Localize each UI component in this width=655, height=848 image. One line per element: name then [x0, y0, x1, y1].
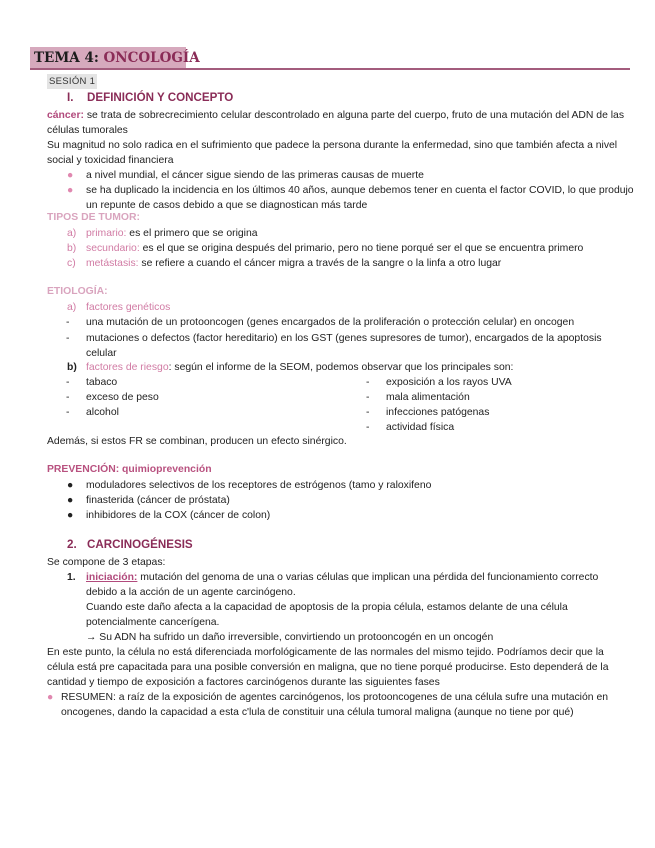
- etio-b-line: [86, 360, 513, 375]
- section1-number: I.: [67, 91, 74, 104]
- magnitud-line1: Su magnitud no solo radica en el sufrimiento que padece la persona durante la enfermedad, sino que también afecta a nivel: [47, 140, 618, 151]
- bullet-icon: ●: [67, 170, 74, 181]
- etiologia-heading: ETIOLOGÍA:: [47, 286, 108, 297]
- dash-icon: -: [366, 392, 370, 403]
- resumen-line1: RESUMEN: a raíz de la exposición de agentes carcinógenos, los protooncogenes de una célula sufre una mutación en: [61, 692, 608, 703]
- etio-a-item-cont: celular: [86, 348, 117, 359]
- bullet-icon: ●: [67, 510, 74, 521]
- tipo-desc: es el primero que se origina: [126, 228, 258, 239]
- dash-icon: -: [66, 317, 70, 328]
- riesgo-item: exceso de peso: [86, 392, 159, 403]
- dash-icon: -: [366, 407, 370, 418]
- dash-icon: -: [366, 422, 370, 433]
- bullet-icon: ●: [67, 185, 74, 196]
- bullet-item: a nivel mundial, el cáncer sigue siendo de las primeras causas de muerte: [86, 170, 424, 181]
- stage1-line4: potencialmente cancerígena.: [86, 617, 220, 628]
- section1-title: DEFINICIÓN Y CONCEPTO: [87, 91, 234, 104]
- dash-icon: -: [66, 392, 70, 403]
- dash-icon: -: [366, 377, 370, 388]
- riesgo-item: mala alimentación: [386, 392, 470, 403]
- etio-a-marker: a): [67, 302, 77, 313]
- section2-intro: Se compone de 3 etapas:: [47, 557, 166, 568]
- etio-a-item: una mutación de un protooncogen (genes encargados de la proliferación o protección celular) en oncogen: [86, 317, 575, 328]
- magnitud-line2: social y toxicidad financiera: [47, 155, 174, 166]
- tema-underline: [30, 68, 630, 70]
- tipo-term: primario:: [86, 228, 127, 239]
- section2-number: 2.: [67, 538, 77, 551]
- paragraph-line3: cantidad y tiempo de exposición a factores carcinógenos durante las siguientes fases: [47, 677, 440, 688]
- etio-a-term: factores genéticos: [86, 302, 171, 313]
- prevencion-heading: PREVENCIÓN: quimioprevención: [47, 464, 212, 475]
- resumen-line2: oncogenes, dando la capacidad a esta c'lula de constituir una célula tumoral maligna (aunque no tiene por qué): [61, 707, 574, 718]
- tipo-item-metastasis: [86, 256, 501, 271]
- riesgo-item: actividad física: [386, 422, 455, 433]
- tema-name: ONCOLOGÍA: [103, 50, 200, 66]
- dash-icon: -: [66, 407, 70, 418]
- tipo-desc: es el que se origina después del primario, pero no tiene porqué ser el que se encuentra primero: [139, 243, 584, 254]
- stage1-text: mutación del genoma de una o varias células que implican una pérdida del funcionamiento correcto: [137, 572, 599, 583]
- prevencion-item: inhibidores de la COX (cáncer de colon): [86, 510, 271, 521]
- tipo-marker: c): [67, 258, 76, 269]
- tipo-desc: se refiere a cuando el cáncer migra a través de la sangre o la linfa a otro lugar: [138, 258, 502, 269]
- etio-b-marker: b): [67, 362, 77, 373]
- tipo-term: secundario:: [86, 243, 140, 254]
- bullet-item-cont: un repunte de casos debido a que se diagnostican más tarde: [86, 200, 368, 211]
- riesgo-item: alcohol: [86, 407, 119, 418]
- cancer-definition-text: se trata de sobrecrecimiento celular descontrolado en alguna parte del cuerpo, fruto de una mutación del ADN de las: [83, 110, 625, 121]
- prevencion-item: moduladores selectivos de los receptores de estrógenos (tamo y raloxifeno: [86, 480, 432, 491]
- stage1-line5: → Su ADN ha sufrido un daño irreversible, convirtiendo un protooncogén en un oncogén: [86, 632, 494, 643]
- tipo-marker: b): [67, 243, 77, 254]
- tipo-item-secundario: [86, 241, 583, 256]
- stage1-line2: debido a la acción de un agente carcinógeno.: [86, 587, 296, 598]
- riesgo-item: infecciones patógenas: [386, 407, 490, 418]
- stage1-number: 1.: [67, 572, 76, 583]
- stage1-line1: [86, 570, 598, 585]
- prevencion-item: finasterida (cáncer de próstata): [86, 495, 230, 506]
- dash-icon: -: [66, 333, 70, 344]
- riesgo-item: tabaco: [86, 377, 118, 388]
- tipo-marker: a): [67, 228, 77, 239]
- dash-icon: -: [66, 377, 70, 388]
- tema-title: [34, 49, 200, 67]
- bullet-item: se ha duplicado la incidencia en los últimos 40 años, aunque debemos tener en cuenta el factor COVID, lo que produjo: [86, 185, 634, 196]
- etio-a-item: mutaciones o defectos (factor hereditario) en los GST (genes supresores de tumor), encargados de la apoptosis: [86, 333, 602, 344]
- tema-number: TEMA 4:: [34, 50, 99, 66]
- session-label: SESIÓN 1: [49, 76, 96, 87]
- cancer-term: cáncer:: [47, 110, 84, 121]
- tipos-heading: TIPOS DE TUMOR:: [47, 212, 140, 223]
- bullet-icon: ●: [67, 495, 74, 506]
- sinergico-text: Además, si estos FR se combinan, producen un efecto sinérgico.: [47, 436, 347, 447]
- etio-b-desc: : según el informe de la SEOM, podemos observar que los principales son:: [168, 362, 514, 373]
- paragraph-line1: En este punto, la célula no está diferenciada morfológicamente de las normales del mismo tejido. Podríamos decir que la: [47, 647, 604, 658]
- cancer-definition-line1: [47, 108, 624, 123]
- stage1-term: iniciación:: [86, 572, 138, 583]
- riesgo-item: exposición a los rayos UVA: [386, 377, 512, 388]
- section2-title: CARCINOGÉNESIS: [87, 538, 193, 551]
- bullet-icon: ●: [47, 692, 54, 703]
- bullet-icon: ●: [67, 480, 74, 491]
- etio-b-term: factores de riesgo: [86, 362, 169, 373]
- tipo-term: metástasis:: [86, 258, 139, 269]
- paragraph-line2: célula está pre capacitada para una posible conversión en maligna, que no tiene porqué producirse. Esto dependerá de la: [47, 662, 609, 673]
- tema-header: [30, 47, 630, 69]
- cancer-definition-line2: células tumorales: [47, 125, 128, 136]
- stage1-line3: Cuando este daño afecta a la capacidad de apoptosis de la propia célula, estamos delante de una célula: [86, 602, 568, 613]
- tipo-item-primario: [86, 226, 258, 241]
